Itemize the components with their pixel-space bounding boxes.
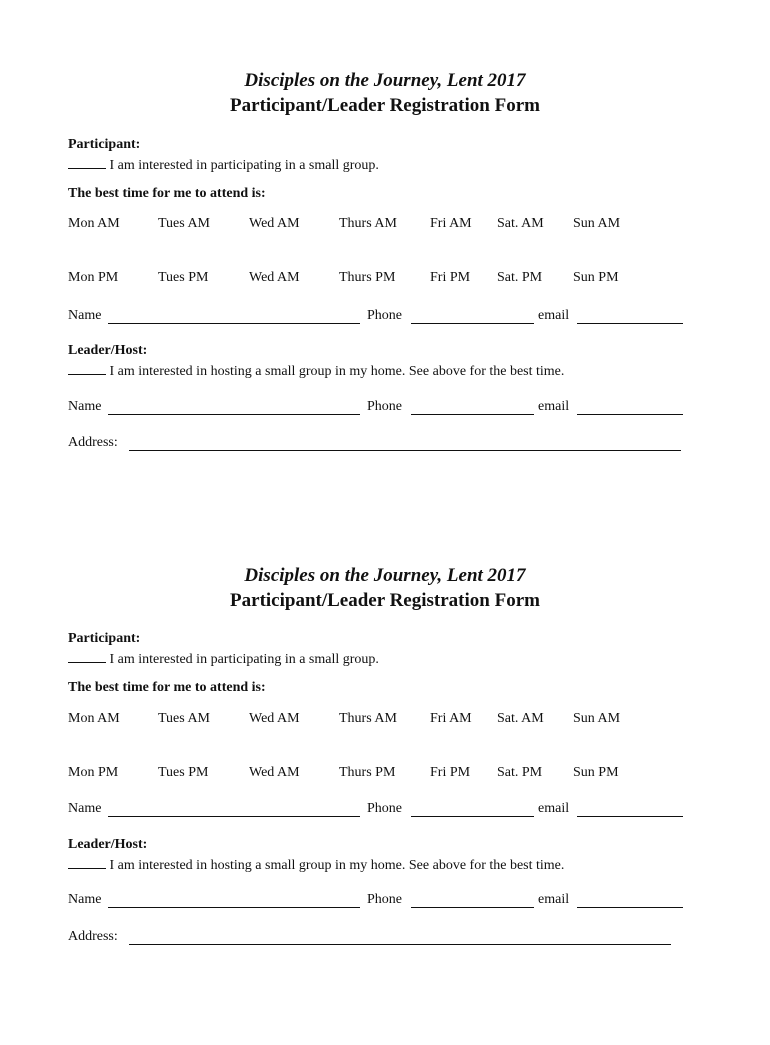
time-slot-thu-am[interactable]: Thurs AM: [339, 216, 397, 231]
time-slot-wed-pm[interactable]: Wed AM: [249, 270, 300, 285]
leader-row: [68, 362, 564, 380]
participant-heading: Participant:: [68, 137, 141, 152]
leader-checkbox-blank[interactable]: [68, 362, 106, 375]
leader-checkbox-blank[interactable]: [68, 856, 106, 869]
address-field[interactable]: [129, 450, 681, 451]
leader-email-field[interactable]: [577, 414, 683, 415]
leader-name-label: Name: [68, 399, 102, 414]
leader-phone-label: Phone: [367, 399, 402, 414]
leader-name-field[interactable]: [108, 907, 360, 908]
participant-row: [68, 156, 379, 174]
form-subtitle: Participant/Leader Registration Form: [230, 95, 540, 116]
time-slot-wed-am[interactable]: Wed AM: [249, 711, 300, 726]
registration-form-copy: [0, 565, 770, 1045]
participant-statement: I am interested in participating in a small group.: [109, 158, 379, 173]
time-slot-sat-am[interactable]: Sat. AM: [497, 216, 544, 231]
time-slot-sun-pm[interactable]: Sun PM: [573, 270, 619, 285]
leader-phone-field[interactable]: [411, 414, 534, 415]
best-time-heading: The best time for me to attend is:: [68, 680, 266, 695]
time-slot-sun-am[interactable]: Sun AM: [573, 711, 621, 726]
participant-name-label: Name: [68, 801, 102, 816]
time-slot-sat-pm[interactable]: Sat. PM: [497, 765, 543, 780]
leader-statement: I am interested in hosting a small group in my home. See above for the best time.: [109, 364, 565, 379]
time-slot-thu-pm[interactable]: Thurs PM: [339, 270, 396, 285]
leader-row: [68, 856, 564, 874]
participant-email-label: email: [538, 801, 570, 816]
best-time-heading: The best time for me to attend is:: [68, 186, 266, 201]
time-slot-wed-am[interactable]: Wed AM: [249, 216, 300, 231]
leader-name-label: Name: [68, 892, 102, 907]
address-label: Address:: [68, 929, 118, 944]
registration-form: [0, 70, 770, 550]
form-title: Disciples on the Journey, Lent 2017: [244, 565, 526, 586]
participant-checkbox-blank[interactable]: [68, 650, 106, 663]
time-slot-sun-pm[interactable]: Sun PM: [573, 765, 619, 780]
time-slot-tue-pm[interactable]: Tues PM: [158, 270, 209, 285]
participant-email-field[interactable]: [577, 816, 683, 817]
participant-email-label: email: [538, 308, 570, 323]
time-slot-fri-pm[interactable]: Fri PM: [430, 765, 471, 780]
address-field[interactable]: [129, 944, 671, 945]
leader-email-label: email: [538, 892, 570, 907]
time-slot-tue-am[interactable]: Tues AM: [158, 216, 211, 231]
time-slot-mon-pm[interactable]: Mon PM: [68, 765, 119, 780]
time-slot-tue-pm[interactable]: Tues PM: [158, 765, 209, 780]
time-slot-thu-pm[interactable]: Thurs PM: [339, 765, 396, 780]
participant-name-label: Name: [68, 308, 102, 323]
participant-phone-field[interactable]: [411, 816, 534, 817]
time-slot-thu-am[interactable]: Thurs AM: [339, 711, 397, 726]
leader-name-field[interactable]: [108, 414, 360, 415]
leader-phone-label: Phone: [367, 892, 402, 907]
time-slot-tue-am[interactable]: Tues AM: [158, 711, 211, 726]
form-title: Disciples on the Journey, Lent 2017: [244, 70, 526, 91]
participant-checkbox-blank[interactable]: [68, 156, 106, 169]
leader-heading: Leader/Host:: [68, 343, 148, 358]
form-subtitle: Participant/Leader Registration Form: [230, 590, 540, 611]
participant-phone-label: Phone: [367, 308, 402, 323]
participant-phone-field[interactable]: [411, 323, 534, 324]
leader-statement: I am interested in hosting a small group in my home. See above for the best time.: [109, 858, 565, 873]
leader-heading: Leader/Host:: [68, 837, 148, 852]
participant-email-field[interactable]: [577, 323, 683, 324]
time-slot-mon-am[interactable]: Mon AM: [68, 711, 120, 726]
time-slot-wed-pm[interactable]: Wed AM: [249, 765, 300, 780]
participant-statement: I am interested in participating in a small group.: [109, 652, 379, 667]
participant-name-field[interactable]: [108, 816, 360, 817]
leader-email-label: email: [538, 399, 570, 414]
time-slot-mon-am[interactable]: Mon AM: [68, 216, 120, 231]
time-slot-mon-pm[interactable]: Mon PM: [68, 270, 119, 285]
address-label: Address:: [68, 435, 118, 450]
time-slot-fri-pm[interactable]: Fri PM: [430, 270, 471, 285]
participant-name-field[interactable]: [108, 323, 360, 324]
leader-phone-field[interactable]: [411, 907, 534, 908]
participant-row: [68, 650, 379, 668]
leader-email-field[interactable]: [577, 907, 683, 908]
participant-heading: Participant:: [68, 631, 141, 646]
time-slot-fri-am[interactable]: Fri AM: [430, 711, 472, 726]
time-slot-sat-pm[interactable]: Sat. PM: [497, 270, 543, 285]
time-slot-sun-am[interactable]: Sun AM: [573, 216, 621, 231]
participant-phone-label: Phone: [367, 801, 402, 816]
time-slot-sat-am[interactable]: Sat. AM: [497, 711, 544, 726]
time-slot-fri-am[interactable]: Fri AM: [430, 216, 472, 231]
